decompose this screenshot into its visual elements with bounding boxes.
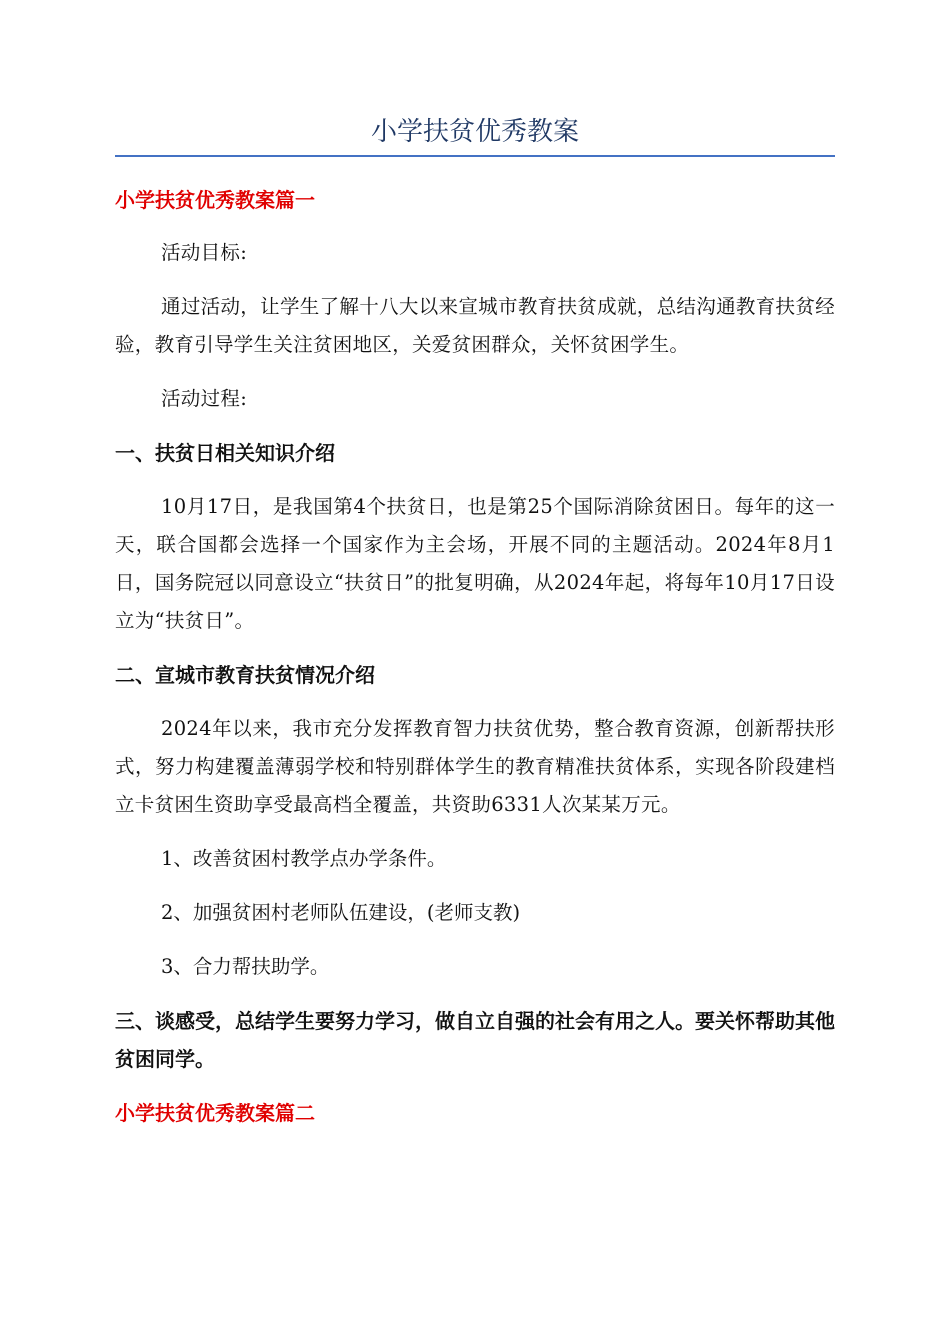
part-3-heading: 三、谈感受，总结学生要努力学习，做自立自强的社会有用之人。要关怀帮助其他贫困同学。 (115, 1009, 835, 1071)
part-1-paragraph: 10月17日，是我国第4个扶贫日，也是第25个国际消除贫困日。每年的这一天，联合国都会选择一个国家作为主会场，开展不同的主题活动。2024年8月1日，国务院冠以同意设立“扶贫日”的批复明确，从2024年起，将每年10月17日设立为“扶贫日”。 (115, 495, 835, 632)
spacer (115, 1078, 835, 1094)
goal-label: 活动目标: (161, 241, 248, 264)
document-title: 小学扶贫优秀教案 (370, 117, 579, 147)
spacer (115, 932, 835, 948)
list-item: 2、加强贫困村老师队伍建设，(老师支教) (161, 901, 521, 924)
spacer (115, 219, 835, 234)
part-2-heading: 二、宣城市教育扶贫情况介绍 (115, 663, 375, 687)
process-label: 活动过程: (161, 387, 248, 410)
spacer (115, 694, 835, 710)
spacer (115, 824, 835, 840)
spacer (115, 472, 835, 488)
document-page (115, 0, 835, 1132)
spacer (115, 878, 835, 894)
part-2-paragraph: 2024年以来，我市充分发挥教育智力扶贫优势，整合教育资源，创新帮扶形式，努力构建覆盖薄弱学校和特别群体学生的教育精准扶贫体系，实现各阶段建档立卡贫困生资助享受最高档全覆盖，共资助6331人次某某万元。 (115, 717, 835, 816)
list-item: 3、合力帮扶助学。 (161, 955, 330, 978)
spacer (115, 640, 835, 656)
spacer (115, 157, 835, 181)
part-1-heading: 一、扶贫日相关知识介绍 (115, 441, 335, 465)
spacer (115, 272, 835, 288)
spacer (115, 986, 835, 1002)
section-heading-1: 小学扶贫优秀教案篇一 (115, 188, 315, 212)
goal-paragraph: 通过活动，让学生了解十八大以来宣城市教育扶贫成就，总结沟通教育扶贫经验，教育引导学生关注贫困地区，关爱贫困群众，关怀贫困学生。 (115, 295, 835, 356)
section-heading-2: 小学扶贫优秀教案篇二 (115, 1101, 315, 1125)
spacer (115, 418, 835, 434)
spacer (115, 364, 835, 380)
list-item: 1、改善贫困村教学点办学条件。 (161, 847, 447, 870)
